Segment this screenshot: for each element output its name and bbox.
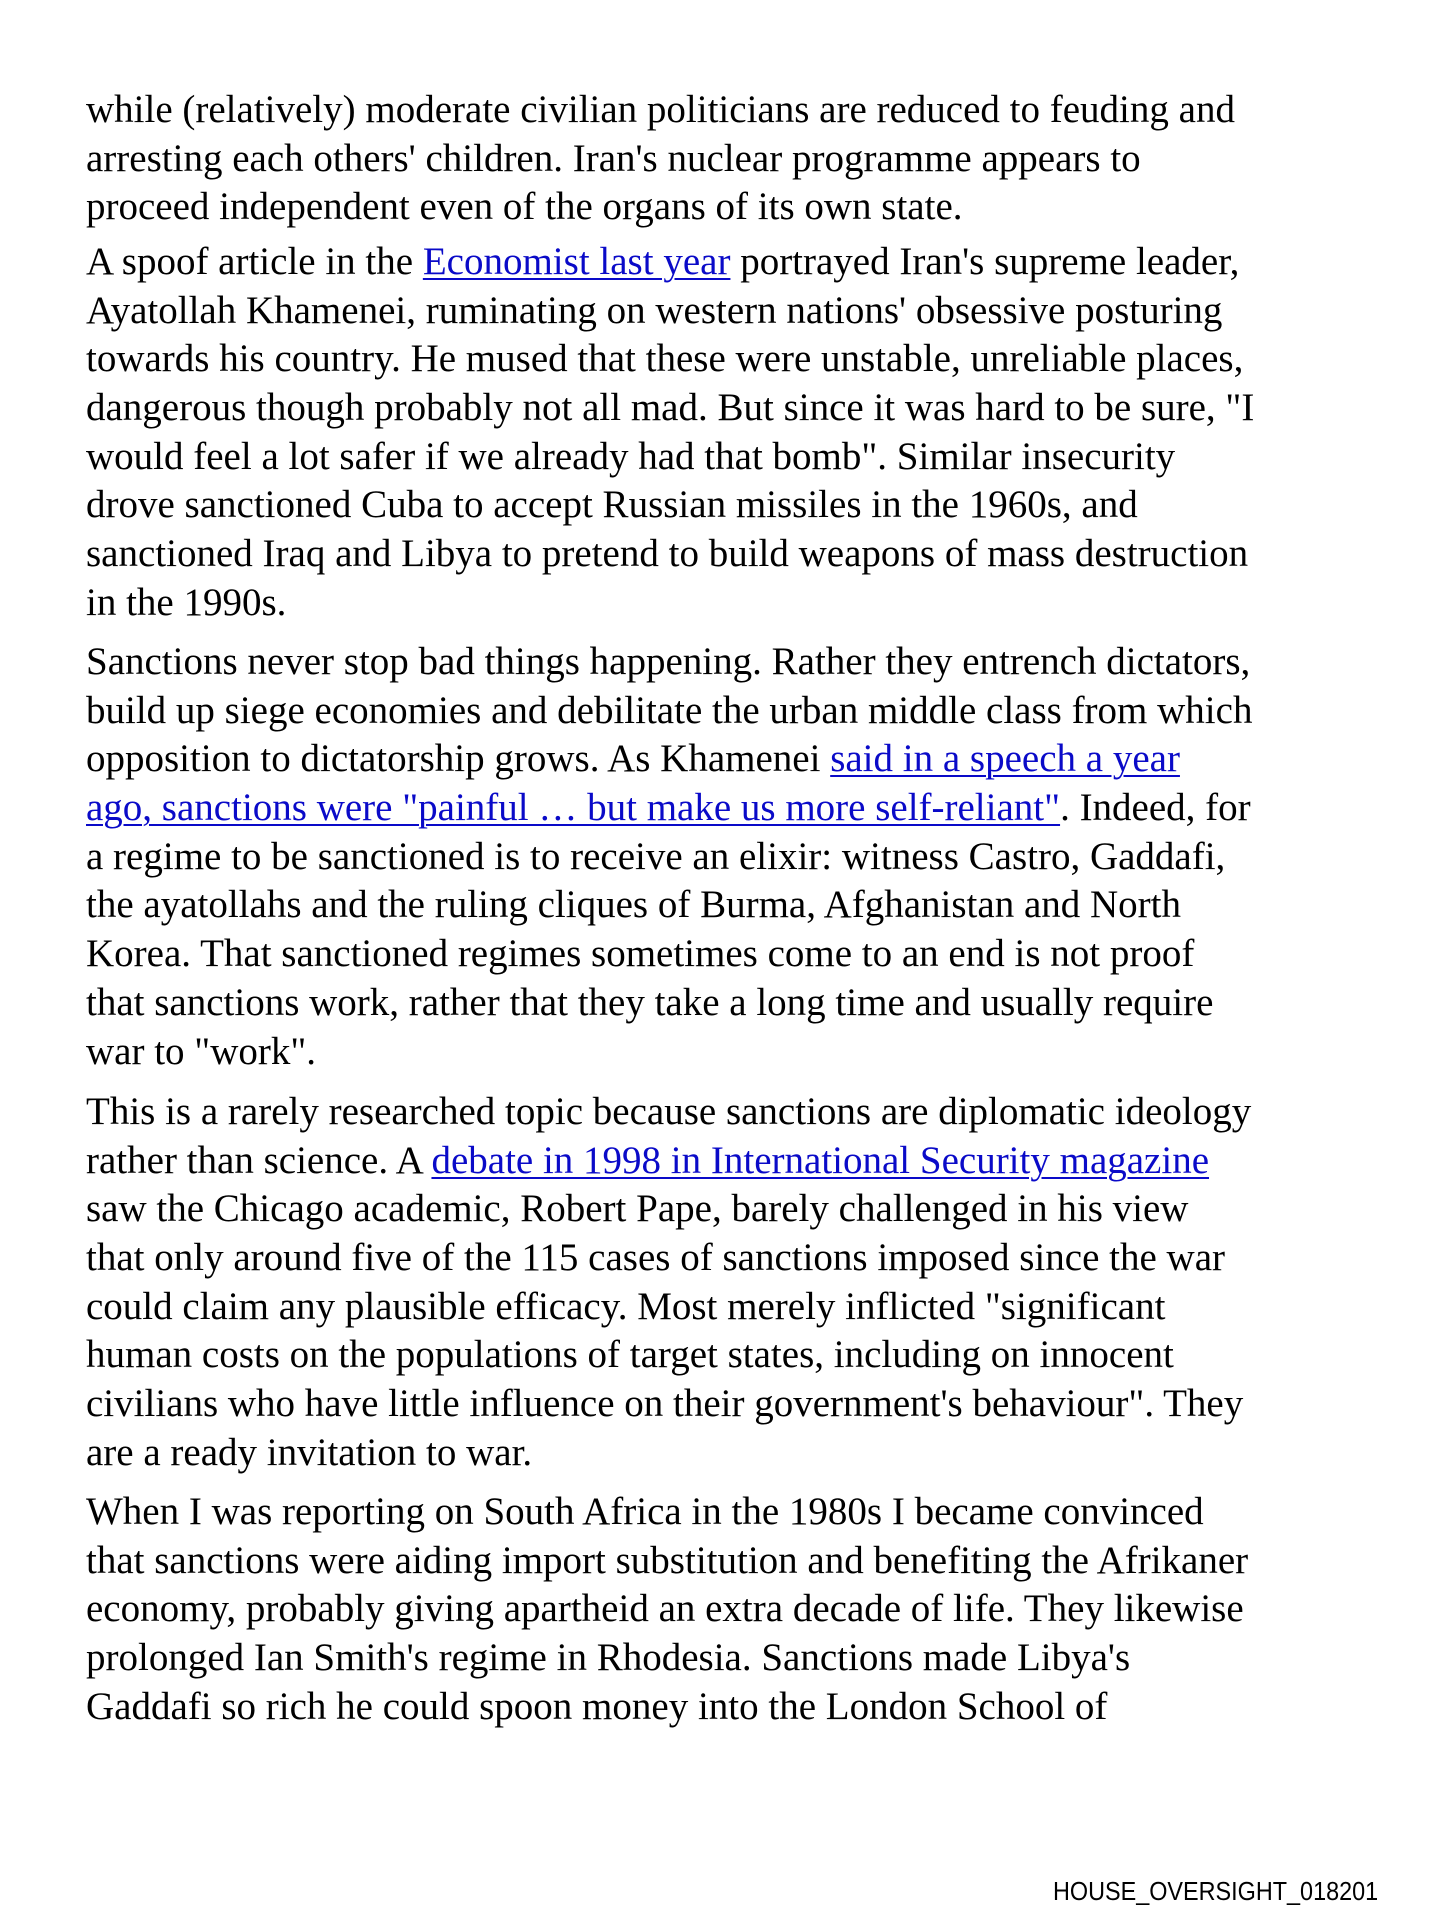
text-run: are a ready invitation to war. xyxy=(86,1430,533,1474)
text-run: rather than science. A xyxy=(86,1138,432,1182)
paragraph-4 xyxy=(86,1088,1386,1478)
text-run: in the 1990s. xyxy=(86,580,287,624)
text-run: A spoof article in the xyxy=(86,240,423,283)
international-security-debate-link[interactable]: debate in 1998 in International Security magazine xyxy=(431,1138,1210,1182)
text-run: build up siege economies and debilitate the urban middle class from which xyxy=(86,688,1253,732)
khamenei-speech-link-continued[interactable]: ago, sanctions were "painful … but make us more self-reliant" xyxy=(86,786,1061,830)
text-line xyxy=(86,930,1386,979)
text-run: the ayatollahs and the ruling cliques of Burma, Afghanistan and North xyxy=(86,883,1181,927)
text-run: economy, probably giving apartheid an extra decade of life. They likewise xyxy=(86,1587,1244,1631)
text-line xyxy=(86,1380,1386,1429)
text-line xyxy=(86,881,1386,930)
text-line xyxy=(86,1028,1386,1077)
text-line xyxy=(86,979,1386,1028)
text-run: This is a rarely researched topic because sanctions are diplomatic ideology xyxy=(86,1090,1252,1133)
paragraph-2 xyxy=(86,238,1386,628)
text-line xyxy=(86,1429,1386,1478)
text-run: a regime to be sanctioned is to receive an elixir: witness Castro, Gaddafi, xyxy=(86,834,1226,878)
text-line xyxy=(86,1137,1386,1186)
text-run: while (relatively) moderate civilian politicians are reduced to feuding and xyxy=(86,88,1235,131)
text-run: arresting each others' children. Iran's nuclear programme appears to xyxy=(86,136,1141,180)
paragraph-1 xyxy=(86,86,1386,232)
text-line xyxy=(86,183,1386,232)
text-run: human costs on the populations of target states, including on innocent xyxy=(86,1333,1174,1377)
paragraph-3 xyxy=(86,638,1386,1076)
text-line xyxy=(86,1331,1386,1380)
text-run: civilians who have little influence on their government's behaviour". They xyxy=(86,1382,1244,1426)
text-run: opposition to dictatorship grows. As Khamenei xyxy=(86,737,831,781)
text-line xyxy=(86,86,1386,135)
text-line xyxy=(86,833,1386,882)
text-run: dangerous though probably not all mad. But since it was hard to be sure, "I xyxy=(86,386,1255,430)
khamenei-speech-link[interactable]: said in a speech a year xyxy=(830,737,1180,781)
text-line xyxy=(86,287,1386,336)
economist-article-link[interactable]: Economist last year xyxy=(422,240,731,283)
text-run: saw the Chicago academic, Robert Pape, barely challenged in his view xyxy=(86,1187,1189,1231)
text-run: sanctioned Iraq and Libya to pretend to build weapons of mass destruction xyxy=(86,532,1249,576)
text-line xyxy=(86,135,1386,184)
text-run: drove sanctioned Cuba to accept Russian missiles in the 1960s, and xyxy=(86,483,1138,527)
text-line xyxy=(86,1683,1386,1732)
text-run: Ayatollah Khamenei, ruminating on western nations' obsessive posturing xyxy=(86,288,1223,332)
text-line xyxy=(86,530,1386,579)
text-line xyxy=(86,638,1386,687)
text-run: that only around five of the 115 cases of sanctions imposed since the war xyxy=(86,1236,1225,1280)
text-line xyxy=(86,335,1386,384)
text-line xyxy=(86,1488,1386,1537)
bates-stamp: HOUSE_OVERSIGHT_018201 xyxy=(1053,1876,1379,1906)
paragraph-5 xyxy=(86,1488,1386,1731)
text-run: war to "work". xyxy=(86,1029,317,1073)
text-line xyxy=(86,1088,1386,1137)
text-line xyxy=(86,1537,1386,1586)
text-run: Sanctions never stop bad things happening. Rather they entrench dictators, xyxy=(86,640,1251,683)
text-line xyxy=(86,687,1386,736)
text-line xyxy=(86,735,1386,784)
text-run: portrayed Iran's supreme leader, xyxy=(730,240,1240,283)
text-run: that sanctions were aiding import substitution and benefiting the Afrikaner xyxy=(86,1538,1249,1582)
text-line xyxy=(86,579,1386,628)
text-line xyxy=(86,1185,1386,1234)
text-line xyxy=(86,384,1386,433)
text-line xyxy=(86,784,1386,833)
text-line xyxy=(86,1585,1386,1634)
text-run: that sanctions work, rather that they take a long time and usually require xyxy=(86,980,1214,1024)
text-line xyxy=(86,1283,1386,1332)
text-run: . Indeed, for xyxy=(1060,786,1251,830)
text-line xyxy=(86,433,1386,482)
text-line xyxy=(86,238,1386,287)
text-line xyxy=(86,1634,1386,1683)
text-run: When I was reporting on South Africa in the 1980s I became convinced xyxy=(86,1490,1204,1533)
text-run: Gaddafi so rich he could spoon money into the London School of xyxy=(86,1684,1108,1728)
text-run: towards his country. He mused that these were unstable, unreliable places, xyxy=(86,337,1244,381)
text-run: proceed independent even of the organs of its own state. xyxy=(86,185,963,229)
text-run: prolonged Ian Smith's regime in Rhodesia. Sanctions made Libya's xyxy=(86,1636,1131,1680)
text-run: would feel a lot safer if we already had that bomb". Similar insecurity xyxy=(86,434,1176,478)
text-run: could claim any plausible efficacy. Most merely inflicted "significant xyxy=(86,1284,1166,1328)
text-line xyxy=(86,481,1386,530)
text-line xyxy=(86,1234,1386,1283)
text-run: Korea. That sanctioned regimes sometimes come to an end is not proof xyxy=(86,932,1195,976)
